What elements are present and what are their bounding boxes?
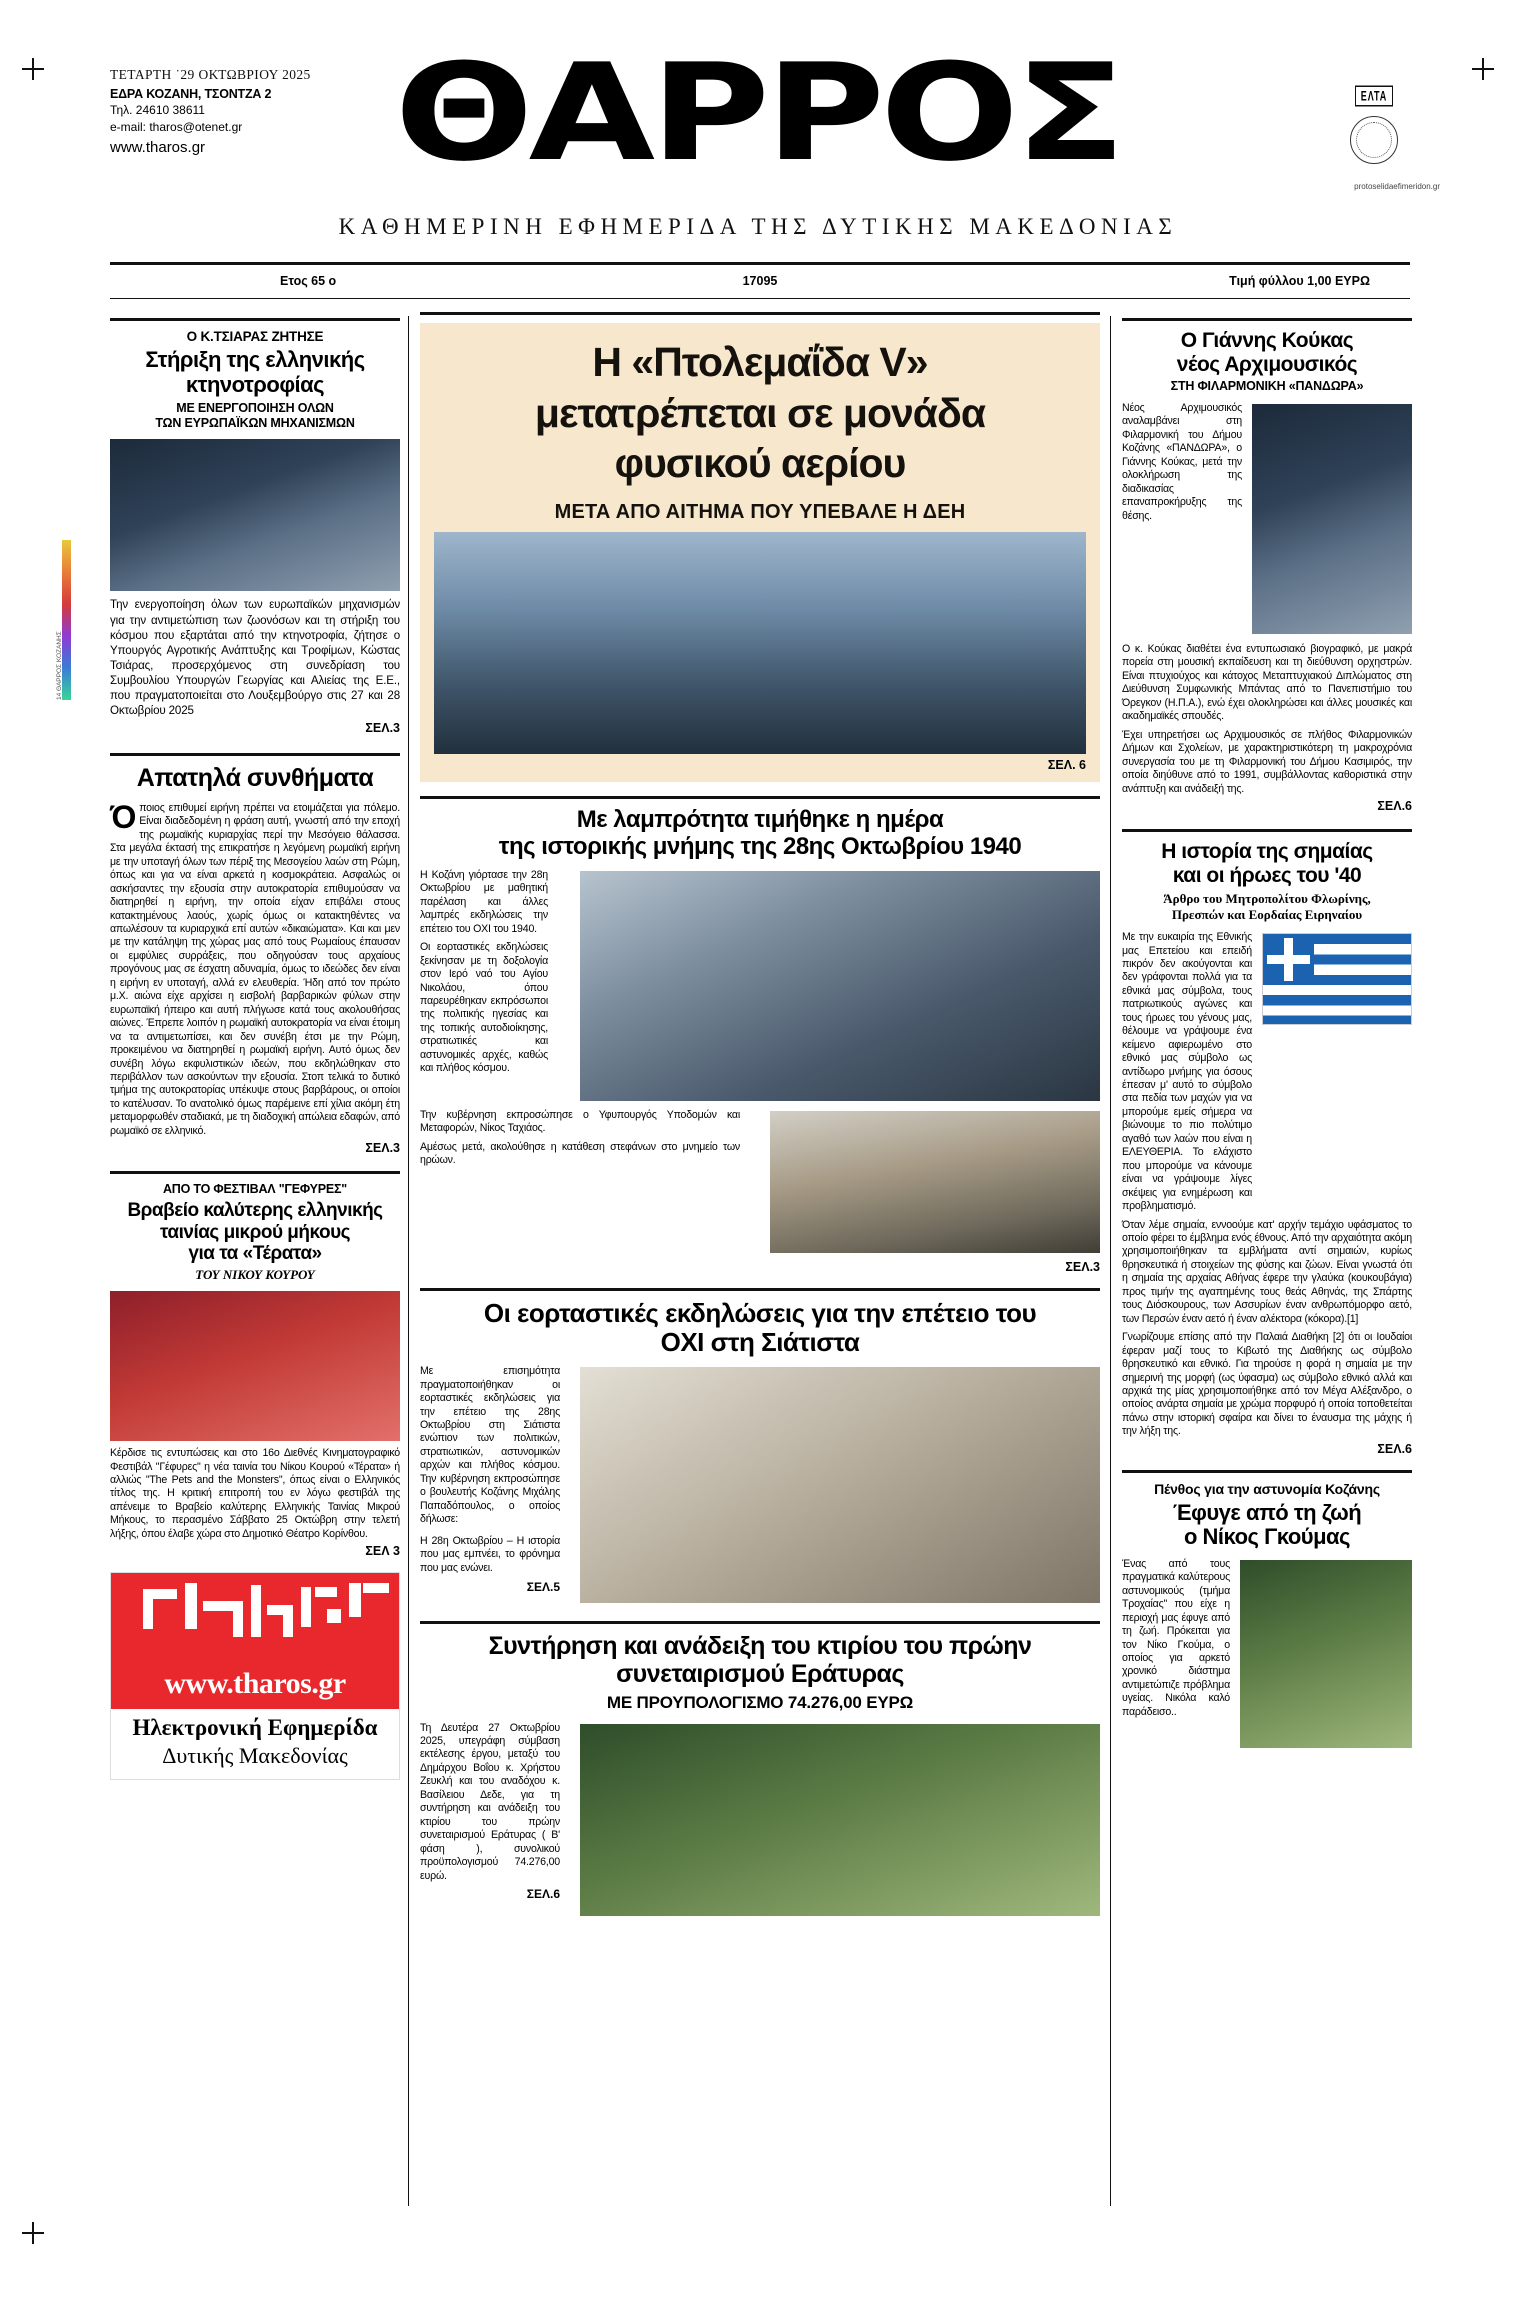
ad-decorative-glyphs [111,1579,399,1651]
article-gefyres-kicker: ΑΠΟ ΤΟ ΦΕΣΤΙΒΑΛ "ΓΕΦΥΡΕΣ" [162,1182,348,1197]
article-gkoumas[interactable] [1122,1470,1412,1752]
rule [1122,1470,1412,1473]
side-margin-text: 14 ΘΑΡΡΟΣ ΚΟΖΑΝΗΣ [56,631,63,700]
feature-headline-line-2: μετατρέπεται σε μονάδα [534,389,986,436]
ad-url[interactable]: www.tharos.gr [164,1667,346,1701]
crop-mark-bottom-left [22,2222,44,2244]
article-apatila-body [110,798,400,1138]
article-gefyres-headline-3: για τα «Τέρατα» [188,1242,322,1264]
article-siatista-headline-1: Οι εορταστικές εκδηλώσεις για την επέτειο του [483,1297,1037,1328]
rule [420,312,1100,315]
publication-address: ΕΔΡΑ ΚΟΖΑΝΗ, ΤΣΟΝΤΖΑ 2 [110,86,272,101]
article-gkoumas-headline-1: Έφυγε από τη ζωή [1172,1499,1362,1525]
article-koukas-sub: ΣΤΗ ΦΙΛΑΡΜΟΝΙΚΗ «ΠΑΝΔΩΡΑ» [1170,379,1364,394]
source-watermark: protoselidaefimeridon.gr [1354,182,1440,191]
publication-email: e-mail: tharos@otenet.gr [110,120,243,135]
article-simaia-headline-1: Η ιστορία της σημαίας [1161,840,1373,864]
feature-page-ref[interactable]: ΣΕΛ. 6 [1047,758,1086,773]
article-eratyra-page-ref[interactable]: ΣΕΛ.6 [526,1887,560,1901]
greek-flag-image [1262,933,1412,1025]
article-lamprotita-headline-1: Με λαμπρότητα τιμήθηκε η ημέρα [576,806,944,834]
article-gefyres-page-ref[interactable]: ΣΕΛ 3 [365,1544,400,1559]
elta-postal-mark [1332,86,1440,191]
article-koukas-headline-1: Ο Γιάννης Κούκας [1180,329,1354,352]
article-lamprotita-body-1: Η Κοζάνη γιόρτασε την 28η Οκτωβρίου με μαθητική παρέλαση και άλλες λαμπρές εκδηλώσεις την επέτειο του ΟΧΙ του 1940. [420,868,548,935]
feature-subheadline: ΜΕΤΑ ΑΠΟ ΑΙΤΗΜΑ ΠΟΥ ΥΠΕΒΑΛΕ Η ΔΕΗ [554,501,966,524]
article-apatila[interactable] [110,753,400,1155]
article-siatista-body-2: Η 28η Οκτωβρίου – Η ιστορία που μας εμπνέει, το φρόνημα που μας ενώνει. [420,1534,560,1574]
article-tsiaras-kicker: Ο Κ.ΤΣΙΑΡΑΣ ΖΗΤΗΣΕ [186,329,324,344]
article-koukas-body-1: Νέος Αρχιμουσικός αναλαμβάνει στη Φιλαρμονική του Δήμου Κοζάνης «ΠΑΝΔΩΡΑ», ο Γιάννης Κούκας, μετά την ολοκλήρωση της διαδικασίας επαναπροκήρυξης της θέσης. [1122,402,1242,522]
article-simaia[interactable] [1122,829,1412,1456]
masthead [0,0,1516,239]
issue-price: Τιμή φύλλου 1,00 ΕΥΡΩ [1229,274,1370,288]
article-tsiaras-sub-2: ΤΩΝ ΕΥΡΩΠΑΪΚΩΝ ΜΗΧΑΝΙΣΜΩΝ [155,416,355,431]
article-apatila-headline: Απατηλά συνθήματα [136,763,374,792]
article-apatila-text: ποιος επιθυμεί ειρήνη πρέπει να ετοιμάζεται για πόλεμο. Είναι διαδεδομένη η φράση αυτή, γνωστή από την εποχή της ρωμαϊκής κυριαρχίας περί την Μεσόγειο θάλασσα. Στα μεγάλα έκτασή της επικρατήσε η λεγόμενη ρωμαϊκή ειρήνη με την υποταγή όλων των πέριξ της Μεσογείου λαών στη Ρώμη, όπως και για να είναι αρκετά η κοσμοκράτεια. Ασφαλώς οι ασκήσαντες την εξουσία στην αυτοκρατορία επιθυμούσαν να διατηρηθεί η ειρήνη, την οποία είχαν επιβάλει στους κατακτημένους λαούς, χωρίς όμως οι κατακτηθέντες να απωλέσουν τα κυριαρχικά επί αυτών «δικαιώματα». Και και μεν με την κατάληψη της χώρας μας από τους Ρωμαίους έπαυσαν οι εμφύλιες συρράξεις, που οδηγούσαν τους αρχαίους προγόνους μας σε έσχατη αδυναμία, όμως το ιδεώδες δεν είναι η ειρήνη εν υποταγή, αλλά εν ελευθερία. Ήδη από τον πρώτο μ.Χ. αιώνα είχε αρχίσει η εισβολή βαρβαρικών φύλων στην ευρωπαϊκή ήπειρο και αυτή πλήγωσε κατά τους ακολουθήσας αιώνες. Έπρεπε λοιπόν η ρωμαϊκή αυτοκρατορία να είναι έτοιμη να τα αντιμετωπίσει, και δεν συνέβη έτσι με την Ρώμη, προκειμένου να διατηρηθεί η ρωμαϊκή ειρήνη. Αυτό όμως δεν συνέβη λόγω εκφυλιστικών ιδεών, που εκδηλώθηκαν στο περιβάλλον των ασκούντων την εξουσία. Στοπ τελικά το δυτικό τμήμα της αυτοκρατορίας υπέκυψε στους βαρβάρους, οι οποίοι το κατέλυσαν. Το ανατολικό όμως παρέμεινε επί χίλια ακόμη έτη μεταμορφωθέν σταδιακά, με τη διαδοχική απώλεια εδαφών, από ρωμαϊκό σε ελληνικό. [110,801,400,1137]
article-simaia-byline-2: Πρεσπών και Εορδαίας Ειρηναίου [1171,907,1363,923]
article-siatista-photo [580,1367,1100,1603]
issue-number: 17095 [742,274,778,288]
article-eratyra-sub: ΜΕ ΠΡΟΥΠΟΛΟΓΙΣΜΟ 74.276,00 ΕΥΡΩ [606,1693,914,1713]
article-apatila-page-ref[interactable]: ΣΕΛ.3 [365,1141,400,1156]
article-lamprotita-photo-main [580,871,1100,1101]
elta-label: ΕΛΤΑ [1355,86,1394,107]
article-koukas-headline-2: νέος Αρχιμουσικός [1176,352,1358,376]
right-column [1122,312,1412,1766]
article-koukas-photo [1252,404,1412,634]
publication-date: ΤΕΤΑΡΤΗ ˙29 ΟΚΤΩΒΡΙΟΥ 2025 [110,67,311,82]
article-apatila-dropcap: Ό [110,798,137,835]
article-lamprotita-photo-second [770,1111,1100,1253]
article-eratyra[interactable] [420,1621,1100,1919]
article-koukas-page-ref[interactable]: ΣΕΛ.6 [1377,799,1412,814]
article-koukas-body-2: Ο κ. Κούκας διαθέτει ένα εντυπωσιακό βιογραφικό, με μακρά πορεία στη μουσική εκπαίδευση και τη διεύθυνση ορχηστρών. Είναι πτυχιούχος και κάτοχος Μεταπτυχιακού Διπλώματος στη Διεύθυνση Συμφωνικής Μπάντας από το Πανεπιστήμιο του Όρεγκον (Η.Π.Α.), ενώ έχει ολοκληρώσει και άλλες μουσικές και ακαδημαϊκές σπουδές. [1122,643,1412,723]
rule [110,1171,400,1174]
article-tsiaras-headline-1: Στήριξη της ελληνικής [145,347,365,373]
article-lamprotita-body-3: Την κυβέρνηση εκπροσώπησε ο Υφυπουργός Υποδομών και Μεταφορών, Νίκος Ταχιάος. [420,1108,740,1135]
newspaper-title: ΘΑΡΡΟΣ [394,35,1122,191]
ad-caption-line-1: Ηλεκτρονική Εφημερίδα [132,1715,378,1741]
article-gkoumas-headline-2: ο Νίκος Γκούμας [1183,1524,1350,1550]
article-lamprotita-page-ref[interactable]: ΣΕΛ.3 [1065,1259,1100,1274]
feature-photo-power-plant [434,532,1086,754]
article-koukas[interactable] [1122,318,1412,813]
article-gkoumas-kicker: Πένθος για την αστυνομία Κοζάνης [1154,1480,1380,1497]
article-siatista-headline-2: ΟΧΙ στη Σιάτιστα [660,1327,860,1358]
rule [110,753,400,756]
article-lamprotita-body-4: Αμέσως μετά, ακολούθησε η κατάθεση στεφάνων στο μνημείο των ηρώων. [420,1140,740,1167]
rule [1122,829,1412,832]
article-siatista-body-1: Με επισημότητα πραγματοποιήθηκαν οι εορταστικές εκδηλώσεις για την επέτειο της 28ης Οκτωβρίου στη Σιάτιστα ενώπιον των πολιτικών, στρατιωτικών, αστυνομικών αρχών και πλήθος κόσμου. Την κυβέρνηση εκπροσώπησε ο βουλευτής Κοζάνης Μιχάλης Παπαδόπουλος, ο οποίος δήλωσε: [420,1365,560,1526]
article-tsiaras-page-ref[interactable]: ΣΕΛ.3 [365,720,400,735]
tharos-website-ad[interactable] [110,1572,400,1780]
feature-headline-line-3: φυσικού αερίου [614,440,906,487]
article-tsiaras[interactable] [110,318,400,735]
article-simaia-page-ref[interactable]: ΣΕΛ.6 [1377,1441,1412,1456]
article-simaia-body-3: Γνωρίζουμε επίσης από την Παλαιά Διαθήκη [2] ότι οι Ιουδαίοι έφεραν μαζί τους το Κιβωτό της Διαθήκης ως σύμβολο θρησκευτικό και εθνικό. Για τηρούσε η φορά η σημαία με την σημερινή της μορφή (ως ύφασμα) ως σύμβολο εθνικό αλλά και αρχικά της μίας χρησιμοποιήθηκε από τον Μέγα Αλέξανδρο, ο οποίος ανάρτα σημαία με χρώμα πορφυρό ή οποία τοποθετείται πάνω στην ιστορική σφαίρα και δίνει το έναυσμα της μάχης ή την λήξη της. [1122,1331,1412,1438]
publication-phone: Τηλ. 24610 38611 [110,103,205,118]
ad-caption [111,1709,399,1779]
article-gefyres[interactable] [110,1171,400,1558]
article-simaia-byline-1: Άρθρο του Μητροπολίτου Φλωρίνης, [1163,891,1371,907]
article-gefyres-headline-1: Βραβείο καλύτερης ελληνικής [127,1200,383,1222]
article-koukas-body-3: Έχει υπηρετήσει ως Αρχιμουσικός σε πλήθος Φιλαρμονικών Δήμων και Σχολείων, με χαρακτηριστικότερη τη μακροχρόνια συνεργασία του με τη Φιλαρμονική του Δήμου Κασιμιρός, την οποία διηύθυνε από το 1991, συμβάλλοντας καθοριστικά στην ανάπτυξη και ανάδειξή της. [1122,728,1412,795]
article-gefyres-body: Κέρδισε τις εντυπώσεις και στο 16ο Διεθνές Κινηματογραφικό Φεστιβάλ "Γέφυρες" η νέα ταινία του Νίκου Κουρού «Τέρατα» ή αλλιώς "The Pets and the Monsters", όπως είναι ο Ελληνικός τίτλος της. Η κριτική επιτροπή του εν λόγω φεστιβάλ της απένειμε το Βραβείο καλύτερης Ελληνικής Ταινίας Μικρού Μήκους, το περασμένο Σάββατο 25 Οκτώβρη στην τελετή λήξης, όπου έλαβε χώρα στο Δημοτικό Θέατρο Κορίνθου. [110,1447,400,1540]
article-eratyra-headline-2: συνεταιρισμού Εράτυρας [616,1660,904,1689]
article-siatista-page-ref[interactable]: ΣΕΛ.5 [526,1579,560,1594]
article-gefyres-photo [110,1291,400,1441]
newspaper-tagline: ΚΑΘΗΜΕΡΙΝΗ ΕΦΗΜΕΡΙΔΑ ΤΗΣ ΔΥΤΙΚΗΣ ΜΑΚΕΔΟΝΙΑΣ [338,214,1178,239]
article-tsiaras-sub-1: ΜΕ ΕΝΕΡΓΟΠΟΙΗΣΗ ΟΛΩΝ [176,401,334,416]
article-lamprotita[interactable] [420,796,1100,1274]
article-tsiaras-photo [110,439,400,591]
article-simaia-body-1: Με την ευκαιρία της Εθνικής μας Επετείου και επειδή πικρόν δεν ακούγονται και δεν γράφονται πολλά για τα εθνικά μας σύμβολα, τους πατριωτικούς αγώνες και τους ήρωες του γένους μας, θέλουμε να γράψουμε ένα κείμενο αφιερωμένο στο εθνικό μας σύμβολο ως αντίδωρο μνήμης για όσους έπεσαν μ' αυτό το σύμβολο στα πεδία των μαχών για να μπορούμε εμείς σήμερα να βιώνουμε το πιο πολύτιμο αγαθό των λαών που είναι η ΕΛΕΥΘΕΡΙΑ. Το ελάχιστο που μπορούμε να κάνουμε είναι να γράψουμε λίγες σκέψεις για ενημέρωση και προβληματισμό. [1122,931,1252,1213]
rule [420,1621,1100,1624]
article-eratyra-body: Τη Δευτέρα 27 Οκτωβρίου 2025, υπεγράφη σύμβαση εκτέλεσης έργου, μεταξύ του Δημάρχου Βοΐου κ. Χρήστου Ζευκλή και του αναδόχου κ. Βασίλειου Δεδε, για τη συντήρηση και ανάδειξη του κτιρίου του πρώην συνεταιρισμού Εράτυρας ( Β' φάση ), συνολικού προϋπολογισμού 74.276,00 ευρώ. [420,1721,560,1882]
article-gefyres-headline-2: ταινίας μικρού μήκους [159,1221,351,1243]
article-simaia-body-2: Όταν λέμε σημαία, εννοούμε κατ' αρχήν τεμάχιο υφάσματος το οποίο φέρει το έμβλημα ενός έθνους. Από την αρχαιότητα ακόμη χρησιμοποιήθηκαν τα εμβλήματα αντί σημαιών, κυρίως θρησκευτικά ή στοιχείων της φύσης και ζώων. Είναι γνωστά ότι η σημαία της αρχαίας Αθήνας έφερε την γλαύκα (κουκουβάγια) προς τιμήν της αγαπημένης τους θεάς Αθηνάς, της Σπάρτης τους Διόσκουρους, των Ασσυρίων έναν ανθρωπόμορφο αετό, των Περσών έναν αετό ή έναν αλέκτορα (κόκορα).[1] [1122,1218,1412,1325]
article-lamprotita-headline-2: της ιστορικής μνήμης της 28ης Οκτωβρίου 1940 [498,833,1022,861]
ad-banner [111,1573,399,1709]
color-registration-strip [62,540,71,700]
column-divider-left [408,316,409,2206]
publication-website: www.tharos.gr [110,138,206,156]
article-simaia-headline-2: και οι ήρωες του '40 [1172,863,1362,887]
article-tsiaras-headline-2: κτηνοτροφίας [185,371,325,397]
ad-caption-line-2: Δυτικής Μακεδονίας [162,1743,348,1769]
article-siatista[interactable] [420,1288,1100,1607]
article-gkoumas-body: Ένας από τους πραγματικά καλύτερους αστυνομικούς (τμήμα Τροχαίας" που είχε η περιοχή μας έφυγε από τη ζωή. Πρόκειται για τον Νίκο Γκούμα, ο οποίος για αρκετό χρονικό διάστημα αντιμετώπιζε πρόβλημα υγείας. Νικόλα καλό παράδεισο.. [1122,1557,1230,1718]
rule [1122,318,1412,321]
center-column [420,312,1100,1934]
article-tsiaras-body: Την ενεργοποίηση όλων των ευρωπαϊκών μηχανισμών για την αντιμετώπιση των ζωονόσων και τη στήριξη του κόσμου που εξαρτάται από την κτηνοτροφία, ζήτησε ο Υπουργός Αγροτικής Ανάπτυξης και Τροφίμων, Κώστας Τσιάρας, προσερχόμενος στη συνεδρίαση του Συμβουλίου Υπουργών Γεωργίας και Αλιείας της Ε.Ε., που πραγματοποιείται στο Λουξεμβούργο στις 27 και 28 Οκτωβρίου 2025 [110,598,400,717]
greek-flag-icon [1262,933,1412,1025]
article-eratyra-headline-1: Συντήρηση και ανάδειξη του κτιρίου του πρώην [488,1632,1032,1661]
rule [420,1288,1100,1291]
issue-year: Ετος 65 ο [280,274,337,288]
article-lamprotita-body-2: Οι εορταστικές εκδηλώσεις ξεκίνησαν με τη δοξολογία στον Ιερό ναό του Αγίου Νικολάου, όπου παρευρέθηκαν εκπρόσωποι της πολιτικής ηγεσίας και της τοπικής αυτοδιοίκησης, στρατιωτικές και αστυνομικές αρχές, καθώς και πλήθος κόσμου. [420,941,548,1075]
column-divider-right [1110,316,1111,2206]
postal-seal-icon [1350,116,1398,164]
article-gefyres-byline: ΤΟΥ ΝΙΚΟΥ ΚΟΥΡΟΥ [195,1267,315,1283]
issue-info-bar [110,268,1410,299]
left-column [110,312,400,1780]
feature-headline-line-1: Η «Πτολεμαΐδα V» [592,339,928,385]
rule [110,318,400,321]
article-gkoumas-photo [1240,1560,1412,1748]
feature-article-ptolemaida[interactable] [420,323,1100,782]
article-eratyra-photo [580,1724,1100,1916]
masthead-divider [110,262,1410,265]
rule [420,796,1100,799]
